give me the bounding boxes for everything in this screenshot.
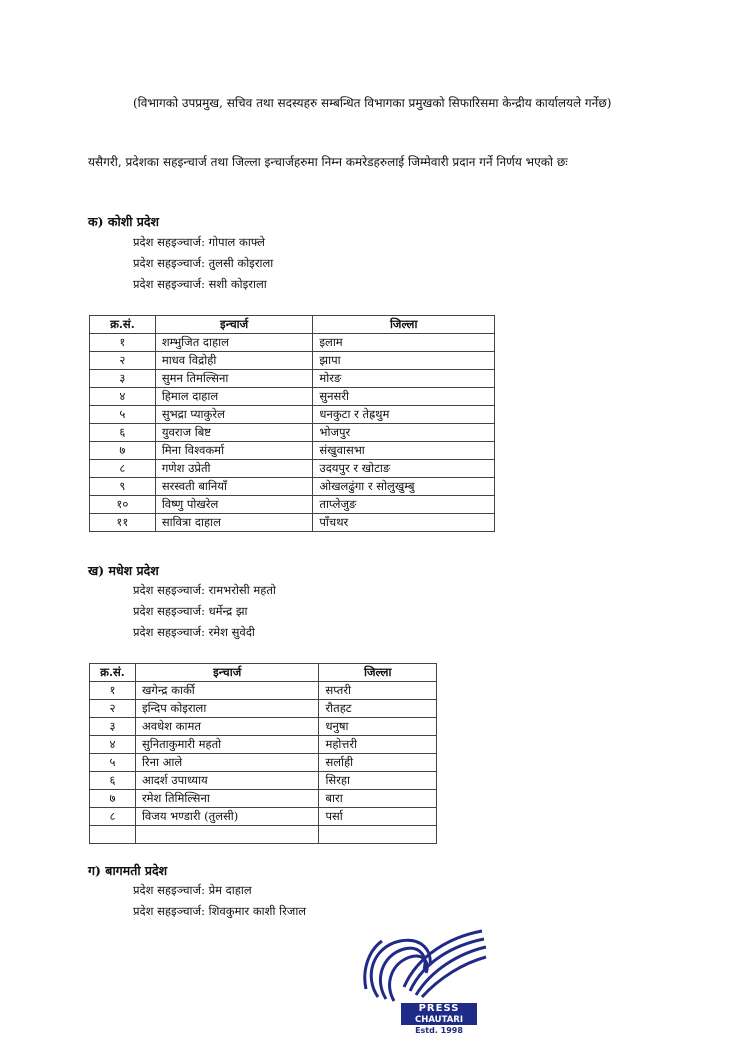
district-cell: मोरङ <box>313 370 495 388</box>
table-row <box>90 442 495 460</box>
serial-cell: ८ <box>90 460 156 478</box>
incharge-cell: इन्दिप कोइराला <box>135 700 319 718</box>
table-header-row <box>90 316 495 334</box>
district-cell: पर्सा <box>319 808 437 826</box>
district-cell: संखुवासभा <box>313 442 495 460</box>
district-cell: बारा <box>319 790 437 808</box>
logo-text-press: PRESS <box>401 1003 477 1015</box>
table-row <box>90 682 437 700</box>
logo-text-estd: Estd. 1998 <box>415 1026 463 1035</box>
serial-cell: ५ <box>90 406 156 424</box>
incharge-cell: खगेन्द्र कार्की <box>135 682 319 700</box>
incharge-cell: सावित्रा दाहाल <box>155 514 313 532</box>
incharge-cell: सुमन तिमल्सिना <box>155 370 313 388</box>
table-row <box>90 460 495 478</box>
district-cell: धनकुटा र तेह्रथुम <box>313 406 495 424</box>
koshi-heading: क) कोशी प्रदेश <box>88 214 160 229</box>
incharge-cell: रमेश तिमिल्सिना <box>135 790 319 808</box>
header-district: जिल्ला <box>313 316 495 334</box>
logo-swoosh-icon <box>360 925 490 1005</box>
serial-cell: ७ <box>90 790 136 808</box>
serial-cell: ७ <box>90 442 156 460</box>
madhesh-heading: ख) मधेश प्रदेश <box>88 563 159 578</box>
table-row <box>90 754 437 772</box>
incharge-cell: मिना विश्वकर्मा <box>155 442 313 460</box>
district-cell: धनुषा <box>319 718 437 736</box>
table-row <box>90 406 495 424</box>
table-row <box>90 718 437 736</box>
serial-cell <box>90 826 136 844</box>
incharge-cell: विष्णु पोखरेल <box>155 496 313 514</box>
bagmati-coincharge-2: प्रदेश सहइञ्चार्ज: शिवकुमार काशी रिजाल <box>133 904 307 918</box>
table-row <box>90 808 437 826</box>
incharge-cell: अवधेश कामत <box>135 718 319 736</box>
district-cell <box>319 826 437 844</box>
district-cell: ओखलढुंगा र सोलुखुम्बु <box>313 478 495 496</box>
incharge-cell <box>135 826 319 844</box>
bagmati-heading: ग) बागमती प्रदेश <box>88 863 168 878</box>
intro-note: (विभागको उपप्रमुख, सचिव तथा सदस्यहरु सम्बन्धित विभागका प्रमुखको सिफारिसमा केन्द्रीय कार्यालयले गर्नेछ) <box>133 96 612 110</box>
madhesh-coincharge-3: प्रदेश सहइञ्चार्ज: रमेश सुवेदी <box>133 625 255 639</box>
district-cell: उदयपुर र खोटाङ <box>313 460 495 478</box>
incharge-cell: रिना आले <box>135 754 319 772</box>
header-district: जिल्ला <box>319 664 437 682</box>
incharge-cell: सरस्वती बानियाँ <box>155 478 313 496</box>
koshi-table <box>89 315 495 532</box>
logo-text-chautari: CHAUTARI <box>401 1015 477 1025</box>
table-row <box>90 424 495 442</box>
serial-cell: ८ <box>90 808 136 826</box>
table-row <box>90 772 437 790</box>
table-row <box>90 478 495 496</box>
incharge-cell: आदर्श उपाध्याय <box>135 772 319 790</box>
district-cell: सर्लाही <box>319 754 437 772</box>
header-serial: क्र.सं. <box>90 316 156 334</box>
madhesh-coincharge-1: प्रदेश सहइञ्चार्ज: रामभरोसी महतो <box>133 583 276 597</box>
incharge-cell: माधव विद्रोही <box>155 352 313 370</box>
koshi-coincharge-1: प्रदेश सहइञ्चार्ज: गोपाल काफ्ले <box>133 235 265 249</box>
madhesh-table <box>89 663 437 844</box>
table-row <box>90 736 437 754</box>
incharge-cell: गणेश उप्रेती <box>155 460 313 478</box>
district-cell: भोजपुर <box>313 424 495 442</box>
incharge-cell: हिमाल दाहाल <box>155 388 313 406</box>
serial-cell: १ <box>90 334 156 352</box>
district-cell: सिरहा <box>319 772 437 790</box>
bagmati-coincharge-1: प्रदेश सहइञ्चार्ज: प्रेम दाहाल <box>133 883 252 897</box>
press-chautari-logo <box>360 925 490 1035</box>
koshi-coincharge-3: प्रदेश सहइञ्चार्ज: सशी कोइराला <box>133 277 267 291</box>
incharge-cell: विजय भण्डारी (तुलसी) <box>135 808 319 826</box>
header-serial: क्र.सं. <box>90 664 136 682</box>
serial-cell: ९ <box>90 478 156 496</box>
table-row <box>90 514 495 532</box>
table-row <box>90 334 495 352</box>
serial-cell: १० <box>90 496 156 514</box>
serial-cell: ५ <box>90 754 136 772</box>
district-cell: ताप्लेजुङ <box>313 496 495 514</box>
table-row <box>90 370 495 388</box>
serial-cell: २ <box>90 700 136 718</box>
district-cell: सुनसरी <box>313 388 495 406</box>
district-cell: महोत्तरी <box>319 736 437 754</box>
table-row <box>90 388 495 406</box>
serial-cell: ११ <box>90 514 156 532</box>
table-header-row <box>90 664 437 682</box>
incharge-cell: शम्भुजित दाहाल <box>155 334 313 352</box>
koshi-coincharge-2: प्रदेश सहइञ्चार्ज: तुलसी कोइराला <box>133 256 274 270</box>
incharge-cell: सुभद्रा प्याकुरेल <box>155 406 313 424</box>
district-cell: सप्तरी <box>319 682 437 700</box>
decision-text: यसैगरी, प्रदेशका सहइन्चार्ज तथा जिल्ला इन्चार्जहरुमा निम्न कमरेडहरुलाई जिम्मेवारी प्रदान गर्ने निर्णय भएको छः <box>88 155 568 169</box>
serial-cell: ४ <box>90 736 136 754</box>
district-cell: पाँचथर <box>313 514 495 532</box>
serial-cell: ४ <box>90 388 156 406</box>
serial-cell: ६ <box>90 424 156 442</box>
district-cell: झापा <box>313 352 495 370</box>
serial-cell: १ <box>90 682 136 700</box>
serial-cell: ६ <box>90 772 136 790</box>
madhesh-coincharge-2: प्रदेश सहइञ्चार्ज: धर्मेन्द्र झा <box>133 604 248 618</box>
table-row <box>90 700 437 718</box>
table-row <box>90 790 437 808</box>
table-row <box>90 496 495 514</box>
district-cell: रौतहट <box>319 700 437 718</box>
serial-cell: ३ <box>90 718 136 736</box>
table-row <box>90 826 437 844</box>
serial-cell: २ <box>90 352 156 370</box>
header-incharge: इन्चार्ज <box>135 664 319 682</box>
incharge-cell: सुनिताकुमारी महतो <box>135 736 319 754</box>
header-incharge: इन्चार्ज <box>155 316 313 334</box>
district-cell: इलाम <box>313 334 495 352</box>
incharge-cell: युवराज बिष्ट <box>155 424 313 442</box>
table-row <box>90 352 495 370</box>
serial-cell: ३ <box>90 370 156 388</box>
